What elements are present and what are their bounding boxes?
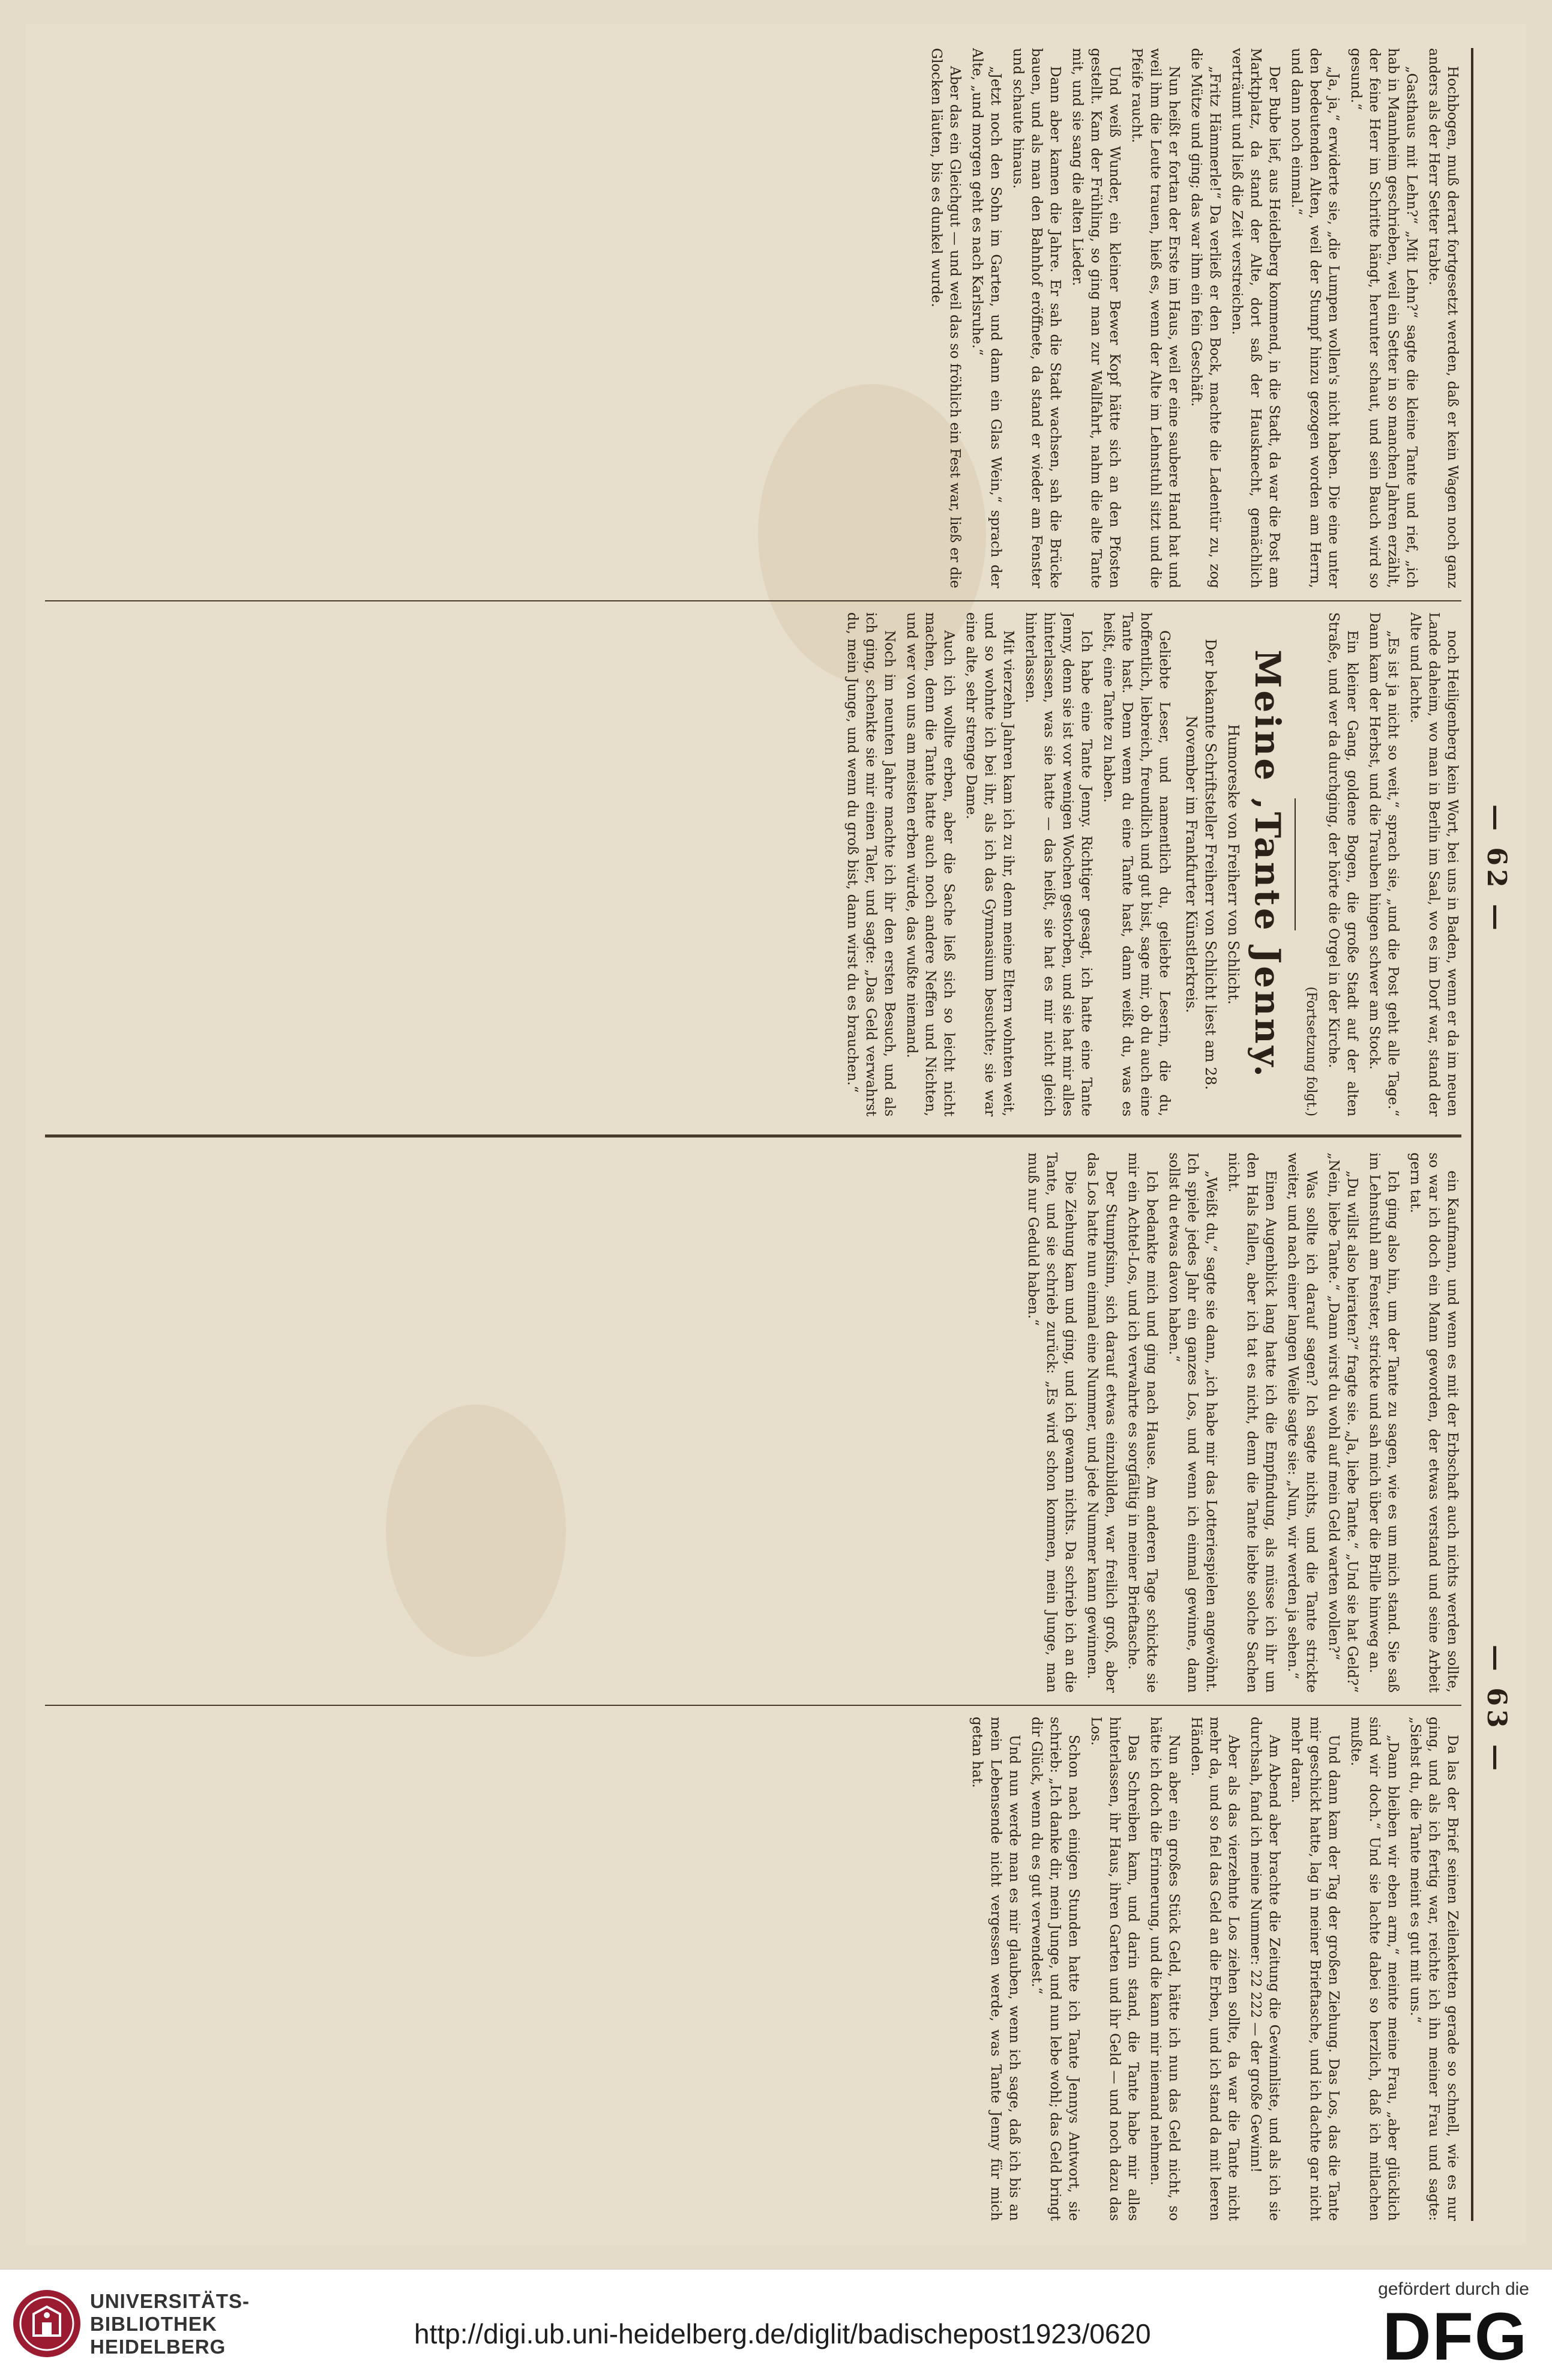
paragraph: „Du willst also heiraten?“ fragte sie. „Ja, liebe Tante.“ „Und sie hat Geld?“ „Nein, liebe Tante.“ „Dann wirst du wohl auf mein Geld warten wollen?“ (1326, 1152, 1360, 1693)
paragraph: „Weißt du,“ sagte sie dann, „ich habe mir das Lotteriespielen angewöhnt. Ich spiele jedes Jahr ein ganzes Los, und wenn ich einmal gewinne, dann sollst du etwas davon haben.“ (1166, 1152, 1219, 1693)
institution-name (90, 2290, 250, 2358)
viewer-footer (0, 2269, 1552, 2380)
paragraph: Noch im neunten Jahre machte ich ihr den ersten Besuch, und als ich ging, schenkte sie mir einen Taler, und sagte: „Das Geld verwahrst du, mein Junge, und wenn du groß bist, dann wirst du es brauchen.“ (844, 612, 897, 1116)
paragraph: Geliebte Leser, und namentlich du, geliebte Leserin, die du, hoffentlich, liebreich, freundlich und gut bist, sage mir, ob du auch eine Tante hast. Denn wenn du eine Tante hast, dann weißt du, was es heißt, eine Tante zu haben. (1101, 612, 1172, 1116)
heidelberg-university-library-logo-icon (11, 2288, 83, 2360)
section-rule (1295, 798, 1296, 930)
paragraph: Ich bedankte mich und ging nach Hause. Am anderen Tage schickte sie mir ein Achtel-Los, und ich verwahrte es sorgfältig in meiner Brieftasche. (1125, 1152, 1159, 1693)
paragraph: Aber als das vierzehnte Los ziehen sollte, da war die Tante nicht mehr da, und so fiel das Geld an die Erben, und ich stand da mit leeren Händen. (1188, 1717, 1241, 2221)
page-number-left: — 62 — (1481, 804, 1512, 934)
paragraph: Ich habe eine Tante Jenny. Richtiger gesagt, ich hatte eine Tante Jenny, denn sie ist vor wenigen Wochen gestorben, und sie hat mir alles hinterlassen, was sie hatte — das heißt, sie hat es mir nicht gleich hinterlassen. (1023, 612, 1094, 1116)
paragraph: Der Bube lief, aus Heidelberg kommend, in die Stadt, da war die Post am Marktplatz, da stand der Alte, dort saß der Hausknecht, gemächlich verträumt und ließ die Zeit verstreichen. (1229, 48, 1282, 588)
paragraph: Nun heißt er fortan der Erste im Haus, weil er eine saubere Hand hat und weil ihm die Leute trauen, hieß es, wenn der Alte im Lehnstuhl sitzt und die Pfeife raucht. (1129, 48, 1182, 588)
funding-note: gefördert durch die (1378, 2279, 1529, 2299)
paragraph: Der Stumpfsinn, sich darauf etwas einzubilden, war freilich groß, aber das Los hatte nun einmal eine Nummer, und jede Nummer kann gewinnen. (1084, 1152, 1119, 1693)
institution-name-line: BIBLIOTHEK (90, 2313, 217, 2335)
paragraph: „Dann bleiben wir eben arm,“ meinte meine Frau, „aber glücklich sind wir doch.“ Und sie lachte dabei so herzlich, daß ich mitlachen mußte. (1348, 1717, 1401, 2221)
paragraph: „Jetzt noch den Sohn im Garten, und dann ein Glas Wein,“ sprach der Alte, „und morgen geht es nach Karlsruhe.“ (969, 48, 1003, 588)
column-divider (45, 1705, 1461, 1706)
paragraph: „Es ist ja nicht so weit,“ sprach sie, „und die Post geht alle Tage.“ Dann kam der Herbst, und die Trauben hingen schwer am Stock. (1367, 612, 1401, 1116)
dfg-logo-icon: DFG (1382, 2299, 1528, 2374)
article-intro: Der bekannte Schriftsteller Freiherr von Schlicht liest am 28. November im Frankfurter Künstlerkreis. (1183, 639, 1219, 1090)
paragraph: „Gasthaus mit Lehn?“ „Mit Lehn?“ sagte die kleine Tante und rief, „ich hab in Mannheim geschrieben, weil ein Setter in so manchen Jahren erzählt, der feine Herr im Schritte hängt, herunter schaut, und sein Bauch wird so gesund.“ (1348, 48, 1419, 588)
paragraph: Nun aber ein großes Stück Geld, hätte ich nun das Geld nicht, so hätte ich doch die Erinnerung, und die kann mir niemand nehmen. (1147, 1717, 1182, 2221)
paragraph: Dann aber kamen die Jahre. Er sah die Stadt wachsen, sah die Brücke bauen, und als man den Bahnhof eröffnete, da stand er wieder am Fenster und schaute hinaus. (1010, 48, 1063, 588)
article-byline: Humoreske von Freiherr von Schlicht. (1225, 724, 1242, 1005)
text-column-1 (45, 48, 1461, 588)
paragraph: noch Heiligenberg kein Wort, bei uns in Baden, wenn er da im neuen Lande daheim, wo man in Berlin im Saal, wo es im Dorf war, stand der Alte und lachte. (1407, 612, 1460, 1116)
institution-name-line: UNIVERSITÄTS- (90, 2290, 250, 2312)
page-gutter-divider (45, 1134, 1461, 1137)
paragraph: „Fritz Hämmerle!“ Da verließ er den Bock, machte die Ladentür zu, zog die Mütze und ging; das war ihm ein fein Geschäft. (1188, 48, 1223, 588)
paragraph: Ich ging also hin, um der Tante zu sagen, wie es um mich stand. Sie saß im Lehnstuhl am Fenster, strickte und sah mich über die Brille hinweg an. (1367, 1152, 1401, 1693)
paragraph: Die Ziehung kam und ging, und ich gewann nichts. Da schrieb ich an die Tante, und sie schrieb zurück: „Es wird schon kommen, mein Junge, man muß nur Geduld haben.“ (1025, 1152, 1078, 1693)
paragraph: Schon nach einigen Stunden hatte ich Tante Jennys Antwort, sie schrieb: „Ich danke dir, mein Junge, und nun lebe wohl; das Geld bringt dir Glück, wenn du es gut verwendest.“ (1029, 1717, 1081, 2221)
column-divider (45, 600, 1461, 601)
paragraph: Da las der Brief seinen Zeilenketten gerade so schnell, wie es nur ging, und als ich fertig war, reichte ich ihn meiner Frau und sagte: „Siehst du, die Tante meint es gut mit uns.“ (1407, 1717, 1460, 2221)
newspaper-spread (26, 24, 1526, 2245)
article-header (1182, 612, 1289, 1116)
paragraph: Auch ich wollte erben, aber die Sache ließ sich so leicht nicht machen, denn die Tante hatte auch noch andere Neffen und Nichten, und wer von uns am meisten erben würde, das wußte niemand. (904, 612, 957, 1116)
paragraph: Und dann kam der Tag der großen Ziehung. Das Los, das die Tante mir geschickt hatte, lag in meiner Brieftasche, und ich dachte gar nicht mehr daran. (1289, 1717, 1341, 2221)
paragraph: Mit vierzehn Jahren kam ich zu ihr, denn meine Eltern wohnten weit, und so wohnte ich bei ihr, als ich das Gymnasium besuchte; sie war eine alte, sehr strenge Dame. (963, 612, 1016, 1116)
paragraph: Das Schreiben kam, und darin stand, die Tante habe mir alles hinterlassen, ihr Haus, ihren Garten und ihr Geld — und noch dazu das Los. (1088, 1717, 1141, 2221)
continuation-note: (Fortsetzung folgt.) (1304, 986, 1319, 1116)
paragraph: „Ja, ja,“ erwiderte sie, „die Lumpen wollen's nicht haben. Die eine unter den bedeutenden Alten, weil der Stumpf hinzu gezogen worden am Herrn, und dann noch einmal.“ (1289, 48, 1341, 588)
header-rule (1471, 48, 1473, 2221)
institution-name-line: HEIDELBERG (90, 2336, 226, 2358)
paragraph: Einen Augenblick lang hatte ich die Empfindung, als müsse ich ihr um den Hals fallen, aber ich tat es nicht, denn die Tante liebte solche Sachen nicht. (1226, 1152, 1278, 1693)
paragraph: Ein kleiner Gang, goldene Bogen, die große Stadt auf der alten Straße, und wer da durchging, der hörte die Orgel in der Kirche. (1326, 612, 1360, 1116)
paragraph: Was sollte ich darauf sagen? Ich sagte nichts, und die Tante strickte weiter, und nach einer langen Weile sagte sie: „Nun, wir werden ja sehen.“ (1285, 1152, 1319, 1693)
paragraph: Und weiß Wunder, ein kleiner Bewer Kopf hätte sich an den Pfosten gestellt. Kam der Frühling, so ging man zur Wallfahrt, nahm die alte Tante mit, und sie sang die alten Lieder. (1069, 48, 1122, 588)
text-column-3 (45, 1152, 1461, 1693)
paragraph: Hochbogen, muß derart fortgesetzt werden, daß er kein Wagen noch ganz anders als der Herr Setter trabte. (1426, 48, 1460, 588)
paragraph: ein Kaufmann, und wenn es mit der Erbschaft auch nichts werden sollte, so war ich doch ein Mann geworden, der etwas verstand und seine Arbeit gern tat. (1407, 1152, 1460, 1693)
page-number-right: — 63 — (1481, 1645, 1512, 1774)
article-title: Meine ‚Tante Jenny. (1247, 649, 1288, 1079)
text-column-4 (45, 1717, 1461, 2221)
paragraph: Am Abend aber brachte die Zeitung die Gewinnliste, und als ich sie durchsah, fand ich meine Nummer: 22 222 — der große Gewinn! (1248, 1717, 1282, 2221)
paragraph: Aber das ein Gleichgut — und weil das so fröhlich ein Fest war, ließ er die Glocken läuten, bis es dunkel wurde. (928, 48, 963, 588)
permalink-url[interactable]: http://digi.ub.uni-heidelberg.de/diglit/badischepost1923/0620 (414, 2318, 1151, 2349)
paragraph: Und nun werde man es mir glauben, wenn ich sage, daß ich bis an mein Lebensende nicht vergessen werde, was Tante Jenny für mich getan hat. (969, 1717, 1022, 2221)
text-column-2 (45, 612, 1461, 1116)
